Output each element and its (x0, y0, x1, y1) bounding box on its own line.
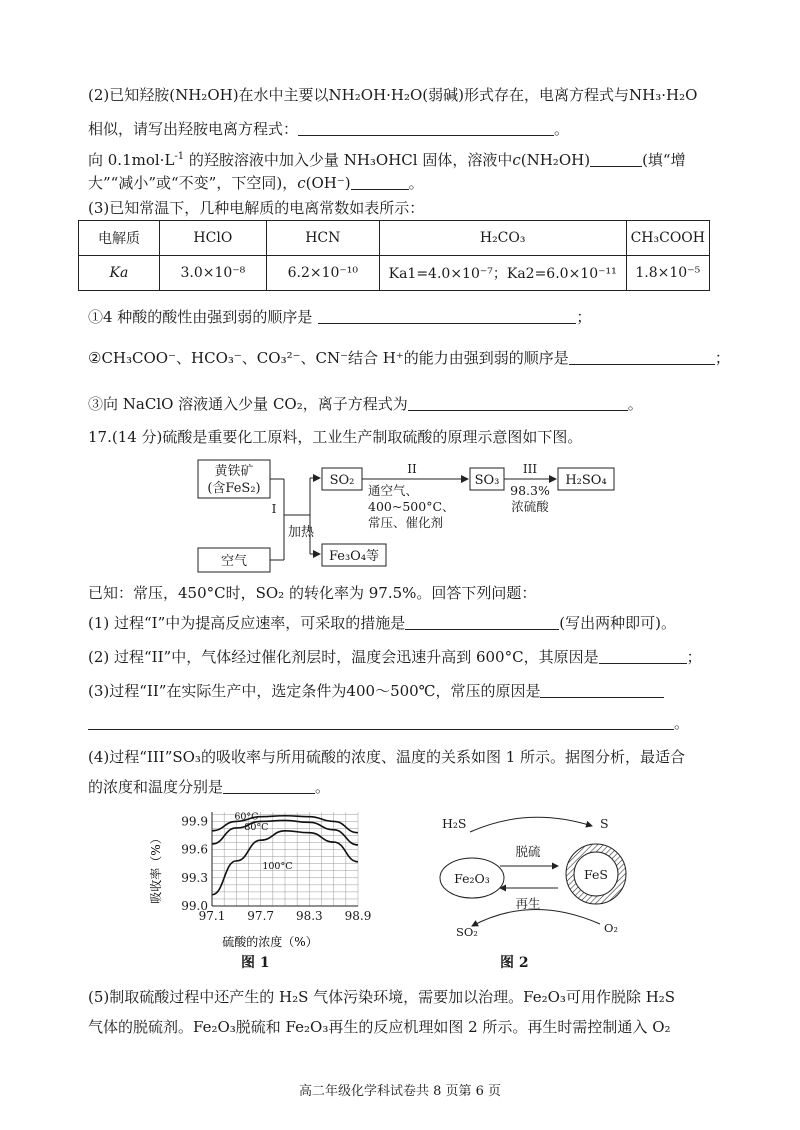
step3-number: III (522, 462, 538, 476)
so2-product-label: SO₂ (456, 925, 478, 939)
h2so4-label: H₂SO₄ (565, 473, 607, 488)
chart-x-axis-label: 硫酸的浓度（%） (222, 935, 318, 949)
table-row (79, 256, 710, 291)
step1-number: I (271, 502, 277, 516)
table-header-cell: H₂CO₃ (379, 221, 626, 256)
figure-2-mechanism-diagram (432, 812, 668, 938)
q17-p2 (88, 646, 702, 668)
q17-p3-cont (88, 712, 689, 734)
table-header-row (79, 221, 710, 256)
answer-blank-hydroxylamine-ionization[interactable] (298, 119, 554, 136)
table-row-label: Ka (79, 256, 160, 291)
q2-line3-b: 的羟胺溶液中加入少量 NH₃OHCl 固体，溶液中 (184, 151, 513, 169)
q17-p4-line2 (88, 776, 330, 798)
q2-line4-c: c (297, 174, 306, 192)
table-header-cell: HCN (266, 221, 379, 256)
q2-line2-end: 。 (554, 120, 570, 138)
series-label: 100°C (262, 860, 293, 872)
step3-condition-2: 浓硫酸 (511, 499, 549, 514)
answer-blank-c-oh[interactable] (351, 173, 409, 190)
figure-1-caption: 图 1 (241, 955, 270, 971)
answer-blank-acid-strength[interactable] (318, 307, 576, 324)
answer-blank-optimal-conditions[interactable] (223, 777, 315, 794)
answer-blank-pressure-reason[interactable] (540, 681, 664, 698)
q17-known: 已知：常压，450°C时，SO₂ 的转化率为 97.5%。回答下列问题： (88, 584, 537, 602)
answer-blank-h-binding[interactable] (569, 348, 715, 365)
x-tick-label: 97.7 (247, 909, 275, 923)
chart-grid (212, 812, 358, 906)
q2-line3-e: (填“增 (642, 151, 686, 169)
table-header-cell: 电解质 (79, 221, 160, 256)
q3-sub3-text: ③向 NaClO 溶液通入少量 CO₂，离子方程式为 (88, 395, 408, 413)
q2-line3-sup: -1 (174, 151, 185, 162)
answer-blank-temperature-reason[interactable] (599, 647, 687, 664)
q17-p4-line2-text: 的浓度和温度分别是 (88, 778, 224, 796)
s-label: S (600, 816, 609, 831)
answer-blank-pressure-reason-cont[interactable] (88, 713, 674, 730)
q3-sub2-text: ②CH₃COO⁻、HCO₃⁻、CO₃²⁻、CN⁻结合 H⁺的能力由强到弱的顺序是 (88, 349, 569, 367)
q17-p1 (88, 612, 676, 634)
answer-blank-c-nh2oh[interactable] (590, 150, 642, 167)
desulfurization-label: 脱硫 (515, 844, 541, 859)
so3-label: SO₃ (474, 473, 500, 488)
q3-sub2-end: ； (714, 349, 730, 367)
desulfurization-arrow (470, 817, 592, 832)
ore-label-line2: (含FeS₂) (207, 481, 261, 496)
q17-p3 (88, 680, 664, 702)
q2-line4-a: 大”“减小”或“不变”，下空同)， (88, 174, 298, 192)
q3-sub3-end: 。 (627, 395, 643, 413)
q3-sub1-text: ①4 种酸的酸性由强到弱的顺序是 (88, 308, 313, 326)
y-tick-label: 99.3 (181, 870, 208, 885)
q17-p2-text: (2) 过程“II”中，气体经过催化剂层时，温度会迅速升高到 600°C，其原因是 (88, 648, 599, 666)
q2-line2-text: 相似，请写出羟胺电离方程式： (88, 120, 299, 138)
step2-condition-2: 400~500°C、 (368, 499, 455, 514)
q2-line3-d: (NH₂OH) (520, 151, 591, 169)
answer-blank-ionic-equation[interactable] (408, 394, 628, 411)
table-header-cell: CH₃COOH (626, 221, 709, 256)
q17-p5-line2: 气体的脱硫剂。Fe₂O₃脱硫和 Fe₂O₃再生的反应机理如图 2 所示。再生时需控制通入 O₂ (88, 1018, 671, 1036)
fe3o4-label: Fe₃O₄等 (328, 549, 380, 564)
series-label: 80°C (244, 821, 269, 833)
q3-sub1 (88, 306, 591, 328)
figure-2-caption: 图 2 (500, 955, 529, 971)
ionization-constant-table (78, 220, 710, 291)
x-tick-label: 98.9 (344, 909, 372, 923)
y-tick-label: 99.9 (181, 814, 208, 829)
q17-p4-end: 。 (315, 778, 331, 796)
y-tick-label: 99.6 (181, 842, 208, 857)
series-label: 60°C (234, 811, 259, 823)
q17-p3-text: (3)过程“II”在实际生产中，选定条件为400～500℃，常压的原因是 (88, 682, 541, 700)
table-cell: 6.2×10⁻¹⁰ (266, 256, 379, 291)
table-header-cell: HClO (159, 221, 266, 256)
sulfuric-acid-process-flowchart (192, 458, 632, 576)
q17-p1-text: (1) 过程“I”中为提高反应速率，可采取的措施是 (88, 614, 406, 632)
q3-sub3 (88, 393, 643, 415)
step2-condition-3: 常压、催化剂 (368, 515, 444, 530)
step2-condition-1: 通空气、 (368, 483, 419, 498)
table-cell: Ka1=4.0×10⁻⁷；Ka2=6.0×10⁻¹¹ (379, 256, 626, 291)
q2-line1: (2)已知羟胺(NH₂OH)在水中主要以NH₂OH·H₂O(弱碱)形式存在，电离方程式与NH₃·H₂O (88, 86, 698, 104)
regeneration-label: 再生 (515, 896, 541, 911)
q2-line3-c: c (512, 151, 521, 169)
q17-p1-end: (写出两种即可)。 (559, 614, 676, 632)
air-label: 空气 (220, 554, 248, 569)
fes-label: FeS (584, 867, 608, 882)
x-tick-label: 97.1 (198, 909, 226, 923)
q17-p3-end: 。 (674, 714, 690, 732)
h2s-label: H₂S (442, 816, 467, 831)
step1-condition: 加热 (288, 525, 315, 540)
q3-sub1-end: ； (576, 308, 592, 326)
table-cell: 1.8×10⁻⁵ (626, 256, 709, 291)
y-tick-label: 99.0 (181, 899, 208, 913)
q2-line4-b: (OH⁻) (305, 174, 351, 192)
q3-intro: (3)已知常温下，几种电解质的电离常数如表所示： (88, 199, 425, 217)
q17-p5-line1: (5)制取硫酸过程中还产生的 H₂S 气体污染环境，需要加以治理。Fe₂O₃可用作脱除 H₂S (88, 988, 676, 1006)
q2-line4 (88, 172, 424, 194)
x-tick-label: 98.3 (295, 909, 323, 923)
table-cell: 3.0×10⁻⁸ (159, 256, 266, 291)
answer-blank-rate-measures[interactable] (405, 613, 559, 630)
page-footer: 高二年级化学科试卷共 8 页第 6 页 (298, 1084, 502, 1099)
q2-line3-a: 向 0.1mol·L (88, 151, 175, 169)
fe2o3-label: Fe₂O₃ (454, 871, 490, 886)
regeneration-arrow (472, 909, 600, 926)
q2-line2 (88, 118, 569, 140)
q17-p4-line1: (4)过程“III”SO₃的吸收率与所用硫酸的浓度、温度的关系如图 1 所示。据图分析，最适合 (88, 748, 686, 766)
q2-line4-end: 。 (408, 174, 424, 192)
q17-p2-end: ； (686, 648, 702, 666)
q17-title: 17.(14 分)硫酸是重要化工原料，工业生产制取硫酸的原理示意图如下图。 (88, 428, 583, 446)
q3-sub2 (88, 347, 730, 369)
step3-condition-1: 98.3% (510, 483, 550, 498)
step2-number: II (407, 462, 417, 476)
figure-1-absorption-chart (149, 806, 372, 949)
so2-label: SO₂ (329, 473, 355, 488)
chart-y-axis-label: 吸收率（%） (149, 832, 163, 904)
ore-label-line1: 黄铁矿 (214, 464, 254, 479)
q2-line3 (88, 146, 686, 171)
o2-label: O₂ (604, 921, 619, 935)
